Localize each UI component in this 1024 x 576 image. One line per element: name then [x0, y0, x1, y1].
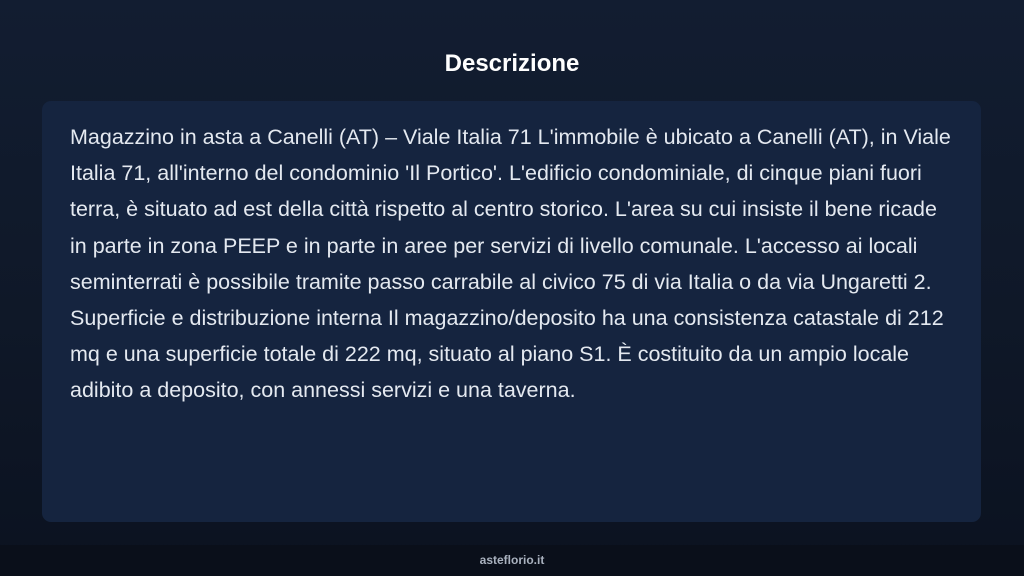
footer-site-name: asteflorio.it — [479, 553, 545, 567]
description-card — [42, 101, 981, 522]
description-text: Magazzino in asta a Canelli (AT) – Viale Italia 71 L'immobile è ubicato a Canelli (AT), in Viale Italia 71, all'interno del condominio 'Il Portico'. L'edificio condominiale, di cinque piani fuori terra, è situato ad est della città rispetto al centro storico. L'area su cui insiste il bene ricade in parte in zona PEEP e in parte in aree per servizi di livello comunale. L'accesso ai locali seminterrati è possibile tramite passo carrabile al civico 75 di via Italia o da via Ungaretti 2. Superficie e distribuzione interna Il magazzino/deposito ha una consistenza catastale di 212 mq e una superficie totale di 222 mq, situato al piano S1. È costituito da un ampio locale adibito a deposito, con annessi servizi e una taverna. — [70, 125, 951, 403]
page-title: Descrizione — [444, 50, 580, 77]
